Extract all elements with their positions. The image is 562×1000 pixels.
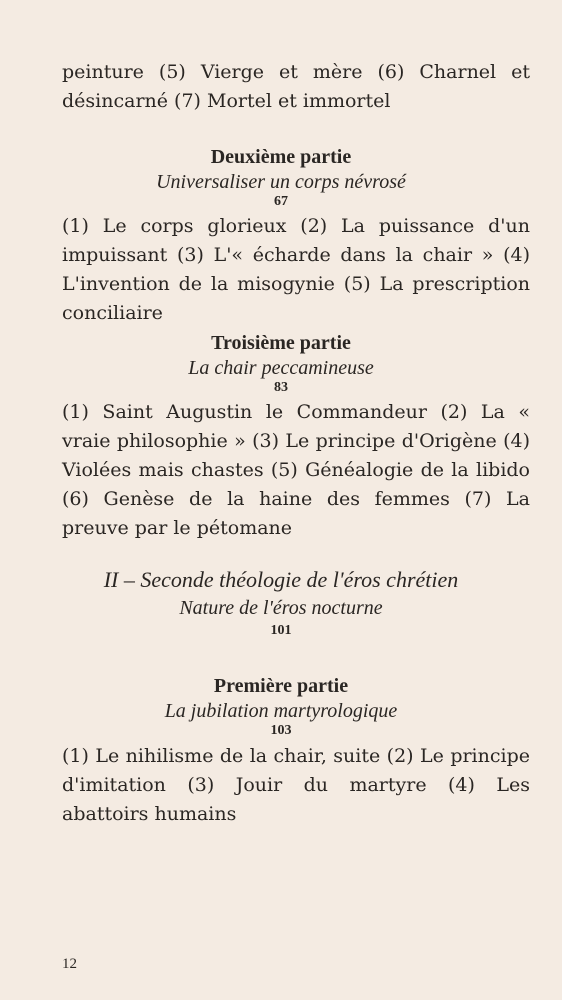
part-block-premiere — [0, 673, 562, 739]
part-heading: Première partie — [213, 675, 349, 697]
part-block-troisieme — [0, 330, 562, 396]
part-subtitle: La chair peccamineuse — [188, 357, 374, 379]
section-block — [0, 565, 562, 639]
page-reference: 67 — [274, 194, 288, 209]
part-heading: Troisième partie — [211, 332, 351, 354]
page-reference: 101 — [270, 623, 292, 638]
part-block-deuxieme — [0, 144, 562, 210]
section-title: II – Seconde théologie de l'éros chrétien — [103, 567, 459, 592]
part-heading: Deuxième partie — [210, 146, 352, 168]
page-number: 12 — [62, 956, 77, 972]
page-reference: 83 — [274, 380, 288, 395]
part-subtitle: La jubilation martyrologique — [164, 700, 398, 722]
intro-paragraph: peinture (5) Vierge et mère (6) Charnel et désincarné (7) Mortel et immortel — [62, 61, 530, 112]
part-subtitle: Universaliser un corps névrosé — [156, 171, 406, 193]
section-subtitle: Nature de l'éros nocturne — [179, 597, 383, 619]
part-body-premiere: (1) Le nihilisme de la chair, suite (2) Le principe d'imitation (3) Jouir du martyre (4) Les abattoirs humains — [62, 745, 530, 825]
part-body-troisieme: (1) Saint Augustin le Commandeur (2) La « vraie philosophie » (3) Le principe d'Origène (4) Violées mais chastes (5) Généalogie de la libido (6) Genèse de la haine des femmes (7) La preuve par le pétomane — [62, 401, 530, 539]
part-body-deuxieme: (1) Le corps glorieux (2) La puissance d'un impuissant (3) L'« écharde dans la chair » (4) L'invention de la misogynie (5) La prescription conciliaire — [62, 215, 530, 324]
page-reference: 103 — [270, 723, 292, 738]
